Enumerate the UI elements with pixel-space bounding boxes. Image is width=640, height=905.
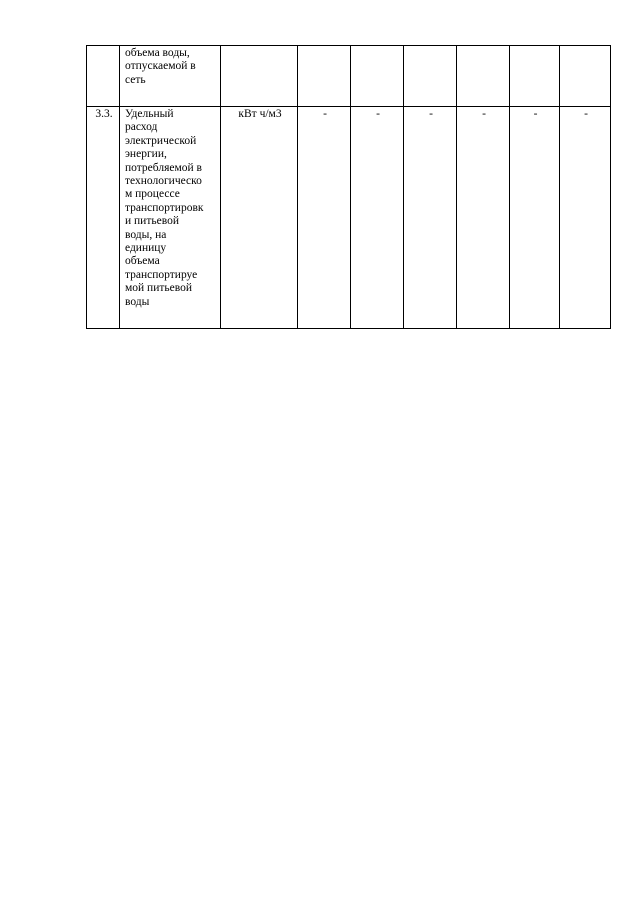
table-row <box>87 46 611 107</box>
value-cell <box>351 46 404 107</box>
value-cell: - <box>560 107 611 329</box>
value-cell <box>457 46 510 107</box>
value-cell: - <box>298 107 351 329</box>
row-number <box>87 46 120 107</box>
value-cell <box>510 46 560 107</box>
value-cell: - <box>404 107 457 329</box>
value-cell: - <box>510 107 560 329</box>
unit-cell: кВт ч/м3 <box>221 107 298 329</box>
value-cell: - <box>457 107 510 329</box>
value-cell <box>560 46 611 107</box>
indicator-name: объема воды, отпускаемой в сеть <box>120 46 221 107</box>
indicator-name: Удельный расход электрической энергии, потребляемой в технологическо м процессе транспортировк и питьевой воды, на единицу объема транспортируе мой питьевой воды <box>120 107 221 329</box>
value-cell <box>298 46 351 107</box>
value-cell <box>404 46 457 107</box>
table-body <box>87 46 611 329</box>
value-cell: - <box>351 107 404 329</box>
table-row <box>87 107 611 329</box>
unit-cell <box>221 46 298 107</box>
row-number: 3.3. <box>87 107 120 329</box>
indicators-table <box>86 45 611 329</box>
